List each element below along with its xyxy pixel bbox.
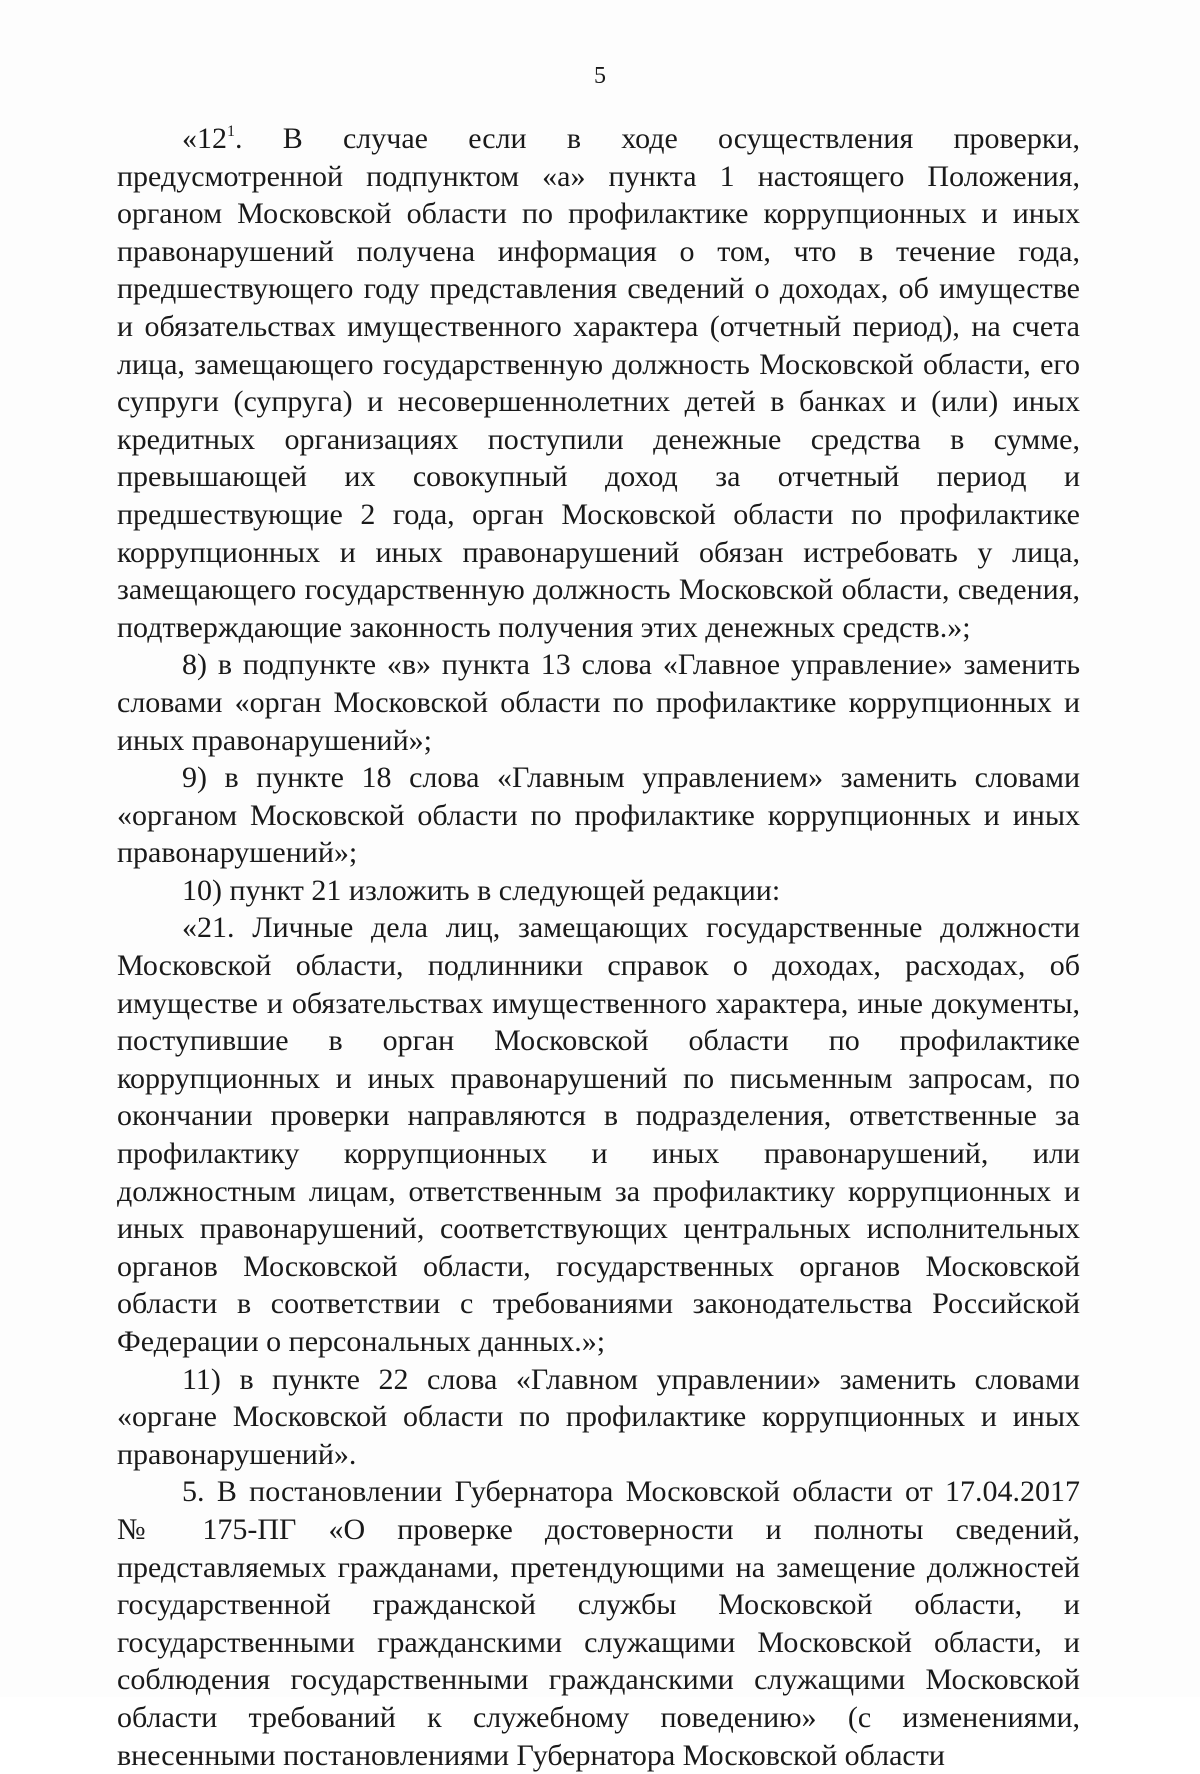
paragraph-item-11: 11) в пункте 22 слова «Главном управлении» заменить словами «органе Московской области по профилактике коррупционных и иных правонарушений». bbox=[117, 1362, 1080, 1471]
paragraph-item-21: «21. Личные дела лиц, замещающих государственные должности Московской области, подлинники справок о доходах, расходах, об имуществе и обязательствах имущественного характера, иные документы, поступившие в орган Московской области по профилактике коррупционных и иных правонарушений по письменным запросам, по окончании проверки направляются в подразделения, ответственные за профилактику коррупционных и иных правонарушений, или должностным лицам, ответственным за профилактику коррупционных и иных правонарушений, соответствующих центральных исполнительных органов Московской области, государственных органов Московской области в соответствии с требованиями законодательства Российской Федерации о персональных данных.»; bbox=[117, 911, 1080, 1358]
paragraph-section-5: 5. В постановлении Губернатора Московской области от 17.04.2017 № 175-ПГ «О проверке достоверности и полноты сведений, представляемых гражданами, претендующими на замещение должностей государственной гражданской службы Московской области, и государственными гражданскими служащими Московской области, и соблюдения государственными гражданскими служащими Московской области требований к служебному поведению» (с изменениями, внесенными постановлениями Губернатора Московской области bbox=[117, 1475, 1080, 1772]
paragraph-item-9: 9) в пункте 18 слова «Главным управлением» заменить словами «органом Московской области по профилактике коррупционных и иных правонарушений»; bbox=[117, 761, 1080, 870]
paragraph-item-12-1 bbox=[117, 120, 1080, 646]
superscript-index: 1 bbox=[227, 123, 235, 140]
page-number: 5 bbox=[594, 63, 606, 89]
paragraph-item-8: 8) в подпункте «в» пункта 13 слова «Главное управление» заменить словами «орган Московской области по профилактике коррупционных и иных правонарушений»; bbox=[117, 648, 1080, 757]
paragraph-text: . В случае если в ходе осуществления проверки, предусмотренной подпунктом «а» пункта 1 настоящего Положения, органом Московской области по профилактике коррупционных и иных правонарушений получена информация о том, что в течение года, предшествующего году представления сведений о доходах, об имуществе и обязательствах имущественного характера (отчетный период), на счета лица, замещающего государственную должность Московской области, его супруги (супруга) и несовершеннолетних детей в банках и (или) иных кредитных организациях поступили денежные средства в сумме, превышающей их совокупный доход за отчетный период и предшествующие 2 года, орган Московской области по профилактике коррупционных и иных правонарушений обязан истребовать у лица, замещающего государственную должность Московской области, сведения, подтверждающие законность получения этих денежных средств.»; bbox=[117, 122, 1080, 644]
paragraph-item-10: 10) пункт 21 изложить в следующей редакции: bbox=[182, 873, 781, 907]
document-body bbox=[117, 120, 1080, 1774]
paragraph-lead: «12 bbox=[182, 122, 227, 155]
